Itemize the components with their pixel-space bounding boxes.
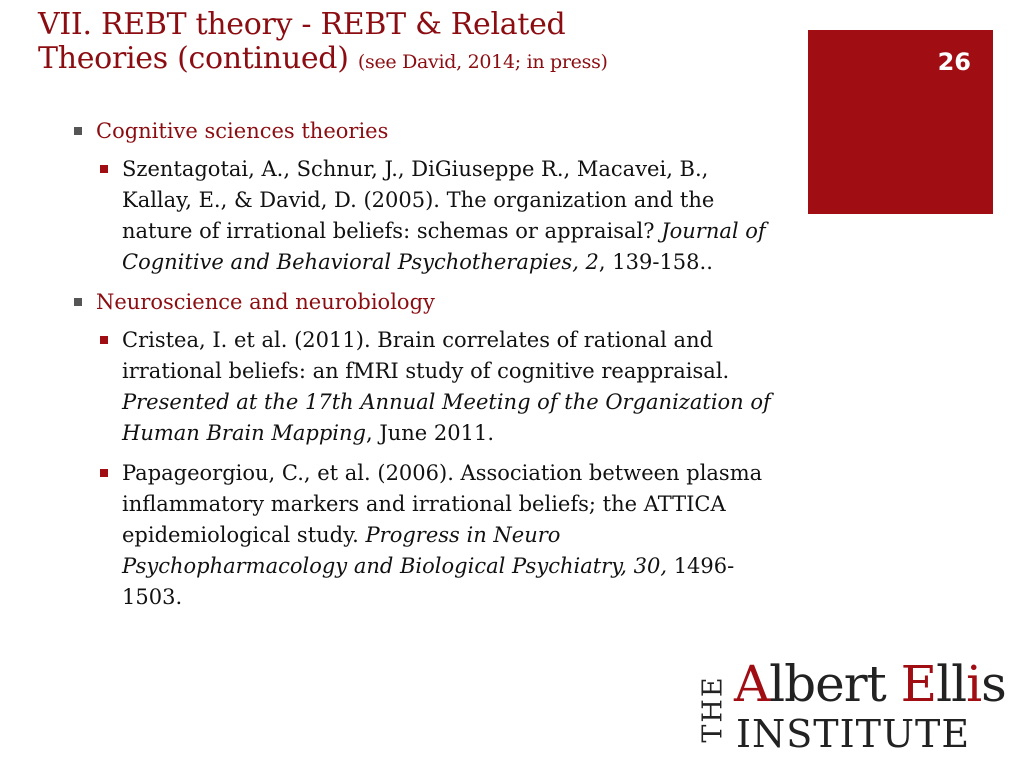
reference-journal: Presented at the 17th Annual Meeting of the Organization of Human Brain Mapping <box>122 390 771 445</box>
reference-item <box>98 458 772 613</box>
reference-item <box>98 154 772 278</box>
logo-the <box>697 664 729 754</box>
section-heading-neuroscience <box>72 287 772 318</box>
page-number-box <box>808 30 993 214</box>
reference-text: Szentagotai, A., Schnur, J., DiGiuseppe R., Macavei, B., Kallay, E., & David, D. (2005). The organization and the nature of irrational beliefs: schemas or appraisal? <box>122 157 715 243</box>
logo-letter: i <box>966 655 982 713</box>
reference-pages: , June 2011. <box>365 421 495 445</box>
reference-item <box>98 325 772 449</box>
section-heading-text: Cognitive sciences theories <box>96 119 389 143</box>
reference-journal: Journal of Cognitive and Behavioral Psychotherapies, 2 <box>122 219 766 274</box>
logo-letter: s <box>981 655 1006 713</box>
albert-ellis-institute-logo <box>697 655 1020 760</box>
section-heading-text: Neuroscience and neurobiology <box>96 290 435 314</box>
logo-letters: lbert <box>769 655 901 713</box>
reference-pages: , 139-158.. <box>598 250 713 274</box>
page-number: 26 <box>937 48 971 76</box>
logo-the-text: THE <box>697 675 729 743</box>
reference-journal: Progress in Neuro Psychopharmacology and Biological Psychiatry, 30, <box>122 523 668 578</box>
logo-institute: INSTITUTE <box>736 712 971 756</box>
logo-letter: A <box>734 655 770 713</box>
slide-content <box>72 116 772 622</box>
logo-letter: E <box>900 655 937 713</box>
title-citation: (see David, 2014; in press) <box>357 51 608 73</box>
reference-pages: 1496-1503. <box>122 554 735 609</box>
title-line-1: VII. REBT theory - REBT & Related <box>38 7 566 42</box>
reference-text: Papageorgiou, C., et al. (2006). Association between plasma inflammatory markers and irrational beliefs; the ATTICA epidemiological study. <box>122 461 763 547</box>
title-line-2: Theories (continued) <box>38 41 349 76</box>
logo-letters: ll <box>936 655 967 713</box>
slide-title <box>38 8 778 79</box>
section-heading-cognitive <box>72 116 772 147</box>
reference-text: Cristea, I. et al. (2011). Brain correlates of rational and irrational beliefs: an fMRI study of cognitive reappraisal. <box>122 328 730 383</box>
logo-albert-ellis <box>734 656 1006 712</box>
